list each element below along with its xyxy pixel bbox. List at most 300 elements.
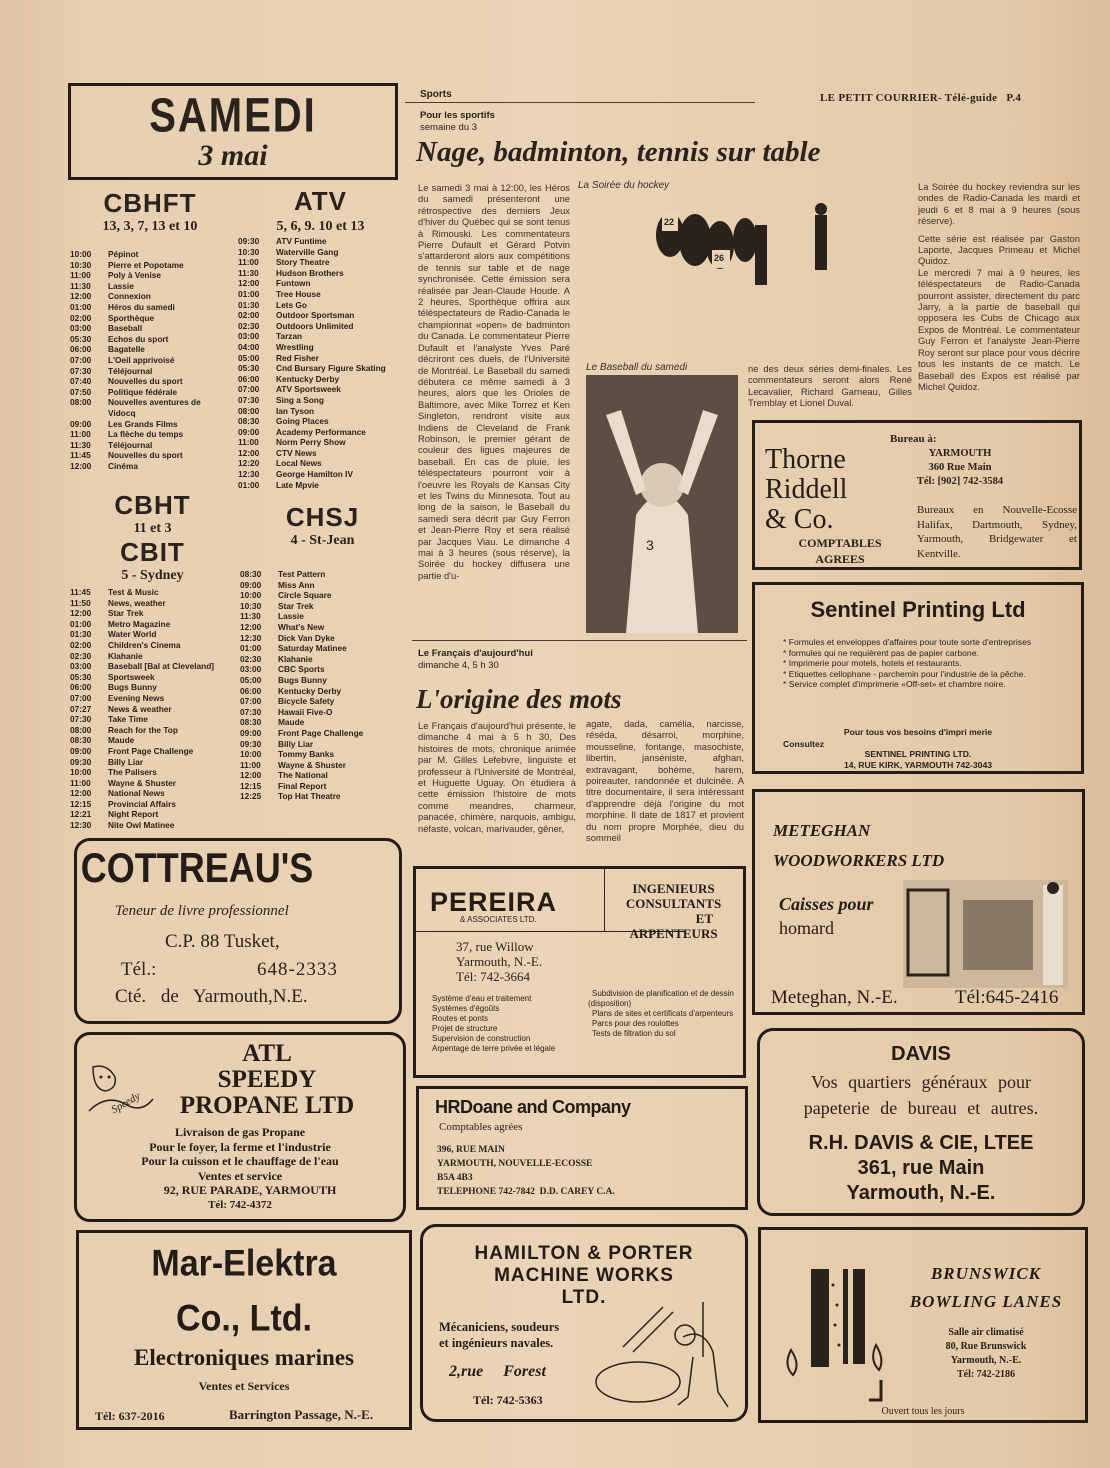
listing-time: 01:30 <box>238 299 260 310</box>
ad-brunswick-bowling <box>758 1227 1088 1423</box>
ad-place: Meteghan, N.-E. <box>771 987 898 1008</box>
listing-program: Norm Perry Show <box>276 437 346 448</box>
listing-row <box>238 257 403 268</box>
listing-program: Ian Tyson <box>276 405 315 416</box>
listing-row <box>240 707 405 718</box>
service-item: Subdivision de planification et de dessin (disposition) <box>588 989 734 1008</box>
phone: Tél: 742-4372 <box>208 1198 272 1211</box>
ad-services-title <box>616 881 731 941</box>
brand-line: BOWLING LANES <box>909 1292 1063 1311</box>
listing-time: 12:00 <box>70 788 92 799</box>
tagline-line: papeterie de bureau et autres. <box>803 1098 1039 1118</box>
ad-hours: Ouvert tous les jours <box>881 1406 965 1417</box>
listing-program: Metro Magazine <box>108 618 171 629</box>
listing-row <box>70 419 230 430</box>
channel-atv <box>238 186 403 490</box>
brand-line: WOODWORKERS LTD <box>773 851 945 870</box>
channel-name: ATV <box>293 186 348 216</box>
listing-program: Les Grands Films <box>108 418 178 429</box>
ad-phone: 648-2333 <box>257 959 338 980</box>
article-kicker <box>420 110 495 134</box>
listing-row <box>70 629 235 640</box>
article-column-3 <box>918 181 1080 392</box>
listing-program: Billy Liar <box>278 738 314 749</box>
ad-consultez: Consultez <box>783 739 825 749</box>
listing-row <box>240 569 405 580</box>
listing-time: 11:30 <box>70 280 91 291</box>
listing-program: CTV News <box>276 447 317 458</box>
listing-row <box>70 725 235 736</box>
listing-program: La flèche du temps <box>108 429 184 440</box>
article-kicker <box>418 648 533 672</box>
kicker-title: Le Français d'aujourd'hui <box>418 648 533 659</box>
listing-time: 10:00 <box>70 767 92 778</box>
listing-time: 05:30 <box>70 671 92 682</box>
detail-line: Salle air climatisé <box>948 1327 1024 1338</box>
listing-time: 08:30 <box>70 735 92 746</box>
listing-row <box>240 633 405 644</box>
listing-row <box>70 397 230 418</box>
section-divider <box>405 102 755 103</box>
ad-tagline <box>760 1069 1082 1121</box>
detail-line: Mécaniciens, soudeurs <box>439 1320 560 1334</box>
listing-time: 11:45 <box>70 587 91 597</box>
listing-time: 04:00 <box>238 341 260 352</box>
phone: TELEPHONE 742-7842 <box>437 1187 535 1197</box>
ad-bureau-label: Bureau à: <box>890 433 937 445</box>
listing-row <box>238 480 403 491</box>
listing-row <box>70 376 230 387</box>
listing-time: 05:30 <box>70 333 92 344</box>
listing-row <box>70 387 230 398</box>
listing-program: Klahanie <box>108 650 143 661</box>
listing-time: 08:30 <box>240 717 262 728</box>
listing-time: 11:00 <box>70 429 91 440</box>
svg-text:26: 26 <box>714 253 725 263</box>
service-item: Plans de sites et certificats d'arpenteurs <box>592 1009 734 1018</box>
ad-details <box>77 1125 403 1212</box>
listing-program: Téléjournal <box>108 439 153 450</box>
listing-row <box>70 355 230 366</box>
detail-line: Pour le foyer, la ferme et l'industrie <box>149 1139 331 1154</box>
listing-row <box>70 661 235 672</box>
listing-program: Pépinot <box>108 249 139 259</box>
paragraph: Le mercredi 7 mai à 9 heures, les téléspectateurs de Radio-Canada pourront assister, directement du parc Jarry, à la partie de baseball qui opposera les Cubs de Chicago aux Expos de Montréal. Le commentateur Guy Ferron et l'analyste Jean-Pierre Roy seront sur place pour vous décrire tous les instants de ce match. Le Baseball des Expos est réalisé par Michel Quidoz. <box>918 266 1080 392</box>
brand-line: HAMILTON & PORTER <box>474 1243 694 1264</box>
listing-time: 11:45 <box>70 450 91 461</box>
listing-program: Nouvelles du sport <box>108 376 183 387</box>
listing-program: Waterville Gang <box>276 246 339 257</box>
listing-row <box>238 395 403 406</box>
hockey-photo <box>640 195 840 315</box>
tagline-line: Vos quartiers généraux pour <box>810 1072 1032 1092</box>
listing-time: 12:15 <box>240 780 262 791</box>
listing-time: 10:00 <box>240 749 262 760</box>
ad-services-left <box>428 994 588 1054</box>
listing-row <box>238 374 403 385</box>
listing-program: Saturday Matinee <box>278 643 347 654</box>
listing-time: 07:30 <box>240 706 262 717</box>
listing-program: Cinéma <box>108 460 138 471</box>
listing-row <box>238 278 403 289</box>
listing-time: 06:00 <box>240 685 262 696</box>
title-line: INGENIEURS <box>632 881 715 896</box>
listing-program: Bagatelle <box>108 344 145 355</box>
service-item: Arpentage de terre privée et légale <box>432 1044 556 1053</box>
listing-row <box>240 590 405 601</box>
ad-sentinel-printing <box>752 582 1084 774</box>
paragraph: Cette série est réalisée par Gaston Laporte, Jacques Primeau et Michel Quidoz. <box>918 232 1080 267</box>
listing-row <box>70 714 235 725</box>
listing-program: Nouvelles aventures de Vidocq <box>108 397 201 418</box>
ad-mar-elektra <box>76 1230 412 1430</box>
kicker-subtitle: semaine du 3 <box>420 122 478 133</box>
listing-time: 11:00 <box>70 777 91 788</box>
listing-time: 12:00 <box>240 770 262 781</box>
ad-phone-label: Tél.: <box>121 959 157 980</box>
listing-time: 07:40 <box>70 376 92 387</box>
listing-program: National News <box>108 788 165 799</box>
listing-time: 01:30 <box>70 629 92 640</box>
service-item: Tests de filtration du sol <box>592 1029 676 1038</box>
detail-line: Livraison de gas Propane <box>174 1125 306 1139</box>
ad-brand: DAVIS <box>891 1043 951 1065</box>
listing-program: Lassie <box>278 611 304 622</box>
service-item: * Imprimerie pour motels, hotels et restaurants. <box>783 658 962 669</box>
detail-line: Ventes et service <box>197 1168 283 1183</box>
listing-row <box>70 767 235 778</box>
listing-program: Maude <box>108 735 135 746</box>
listing-time: 07:30 <box>238 394 260 405</box>
brand-line: Thorne <box>765 444 846 475</box>
listing-time: 11:00 <box>70 270 91 281</box>
listing-time: 06:00 <box>70 344 92 355</box>
listing-program: Poly à Venise <box>108 270 162 281</box>
listing-time: 07:00 <box>70 354 92 365</box>
channel-cbhft <box>70 188 230 471</box>
brand-line: Co., Ltd. <box>176 1297 312 1340</box>
listing-row <box>70 249 230 260</box>
service-item: * formules qui ne requièrent pas de papier carbone. <box>783 647 979 658</box>
listing-program: Echos du sport <box>108 333 169 344</box>
listing-row <box>70 640 235 651</box>
listing-row <box>70 651 235 662</box>
listing-program: Wayne & Shuster <box>108 777 176 788</box>
listing-program: Bicycle Safety <box>278 696 335 707</box>
listing-time: 12:00 <box>70 460 92 471</box>
listing-time: 02:00 <box>70 312 92 323</box>
listing-program: Miss Ann <box>278 579 315 590</box>
listing-program: Water World <box>108 629 157 640</box>
divider <box>604 869 605 931</box>
listing-row <box>70 598 235 609</box>
ad-contact <box>755 749 1081 771</box>
ad-place: Cté. de Yarmouth,N.E. <box>115 986 308 1007</box>
listing-program: L'Oeil apprivoisé <box>108 354 175 365</box>
listing-program: Take Time <box>108 714 148 725</box>
listing-program: Tree House <box>276 288 321 299</box>
listing-row <box>70 809 235 820</box>
listing-time: 05:30 <box>238 363 260 374</box>
listing-row <box>70 704 235 715</box>
logo-text: Speedy <box>109 1090 143 1117</box>
ad-brand <box>773 816 944 876</box>
listing-row <box>70 746 235 757</box>
listing-time: 08:00 <box>238 405 260 416</box>
listing-time: 05:00 <box>240 674 262 685</box>
listing-row <box>70 608 235 619</box>
listing-row <box>70 461 230 472</box>
ad-tagline: Comptables agrées <box>439 1121 523 1133</box>
listing-table <box>238 236 403 490</box>
brand-line: SPEEDY <box>217 1066 317 1093</box>
welder-illustration-icon <box>593 1297 743 1417</box>
listing-row <box>238 416 403 427</box>
listing-time: 12:00 <box>238 278 260 289</box>
listing-time: 11:00 <box>238 437 259 448</box>
listing-program: Politique fédérale <box>108 386 178 397</box>
service-item: Routes et ponts <box>432 1014 489 1023</box>
listing-program: Red Fisher <box>276 352 319 363</box>
listing-time: 05:00 <box>238 352 260 363</box>
listing-row <box>70 440 230 451</box>
ad-address <box>456 939 542 984</box>
listing-program: Wrestling <box>276 341 314 352</box>
ad-address: 2,rue Forest <box>449 1363 546 1380</box>
listing-row <box>70 270 230 281</box>
channel-numbers: 11 et 3 <box>133 521 172 536</box>
listing-time: 01:00 <box>70 618 92 629</box>
listing-time: 12:00 <box>70 608 92 619</box>
service-item: Système d'eau et traitement <box>432 994 532 1003</box>
listing-program: Klahanie <box>278 653 313 664</box>
listing-row <box>238 289 403 300</box>
listing-time: 09:00 <box>238 426 260 437</box>
detail-line: 80, Rue Brunswick <box>945 1341 1027 1352</box>
contact: D.D. CAREY C.A. <box>539 1187 615 1197</box>
svg-text:22: 22 <box>664 217 675 227</box>
listing-time: 03:00 <box>238 331 260 342</box>
ad-brand: Sentinel Printing Ltd <box>810 597 1026 622</box>
listing-time: 01:00 <box>238 288 260 299</box>
listing-row <box>70 788 235 799</box>
listing-row <box>70 344 230 355</box>
listing-time: 11:30 <box>240 611 261 622</box>
channel-numbers: 5, 6, 9. 10 et 13 <box>276 219 365 234</box>
listing-time: 11:00 <box>240 759 261 770</box>
listing-time: 07:50 <box>70 386 92 397</box>
ad-brand: HRDoane and Company <box>435 1097 631 1117</box>
listing-program: Going Places <box>276 416 329 427</box>
ad-besoins: Pour tous vos besoins d'impri merie <box>843 727 993 737</box>
listing-program: What's New <box>278 621 325 632</box>
listing-program: News & weather <box>108 703 172 714</box>
listing-program: CBC Sports <box>278 664 325 675</box>
listing-table <box>240 569 405 802</box>
listing-program: Late Mpvie <box>276 479 319 490</box>
ad-services-list <box>783 637 1063 690</box>
ad-phone: Tél: 637-2016 <box>95 1409 165 1423</box>
listing-program: Sporthèque <box>108 312 155 323</box>
listing-row <box>70 735 235 746</box>
listing-program: Local News <box>276 458 322 469</box>
listing-row <box>238 427 403 438</box>
listing-row <box>238 448 403 459</box>
listing-time: 06:00 <box>238 373 260 384</box>
listing-row <box>70 313 230 324</box>
listing-time: 07:00 <box>238 384 260 395</box>
listing-time: 02:00 <box>238 310 260 321</box>
listing-time: 09:30 <box>238 236 260 246</box>
city: YARMOUTH, NOUVELLE-ECOSSE <box>437 1159 593 1169</box>
ad-brand <box>765 445 847 535</box>
listing-program: Test Pattern <box>278 569 326 579</box>
listing-program: Provincial Affairs <box>108 798 176 809</box>
listing-time: 11:30 <box>238 267 259 278</box>
listing-program: Sing a Song <box>276 394 324 405</box>
listing-time: 07:00 <box>240 696 262 707</box>
listing-program: Dick Van Dyke <box>278 632 335 643</box>
listing-program: Héros du samedi <box>108 301 175 312</box>
address: 361, rue Main <box>857 1157 985 1179</box>
listing-row <box>70 281 230 292</box>
ad-cottreaus <box>74 838 402 1024</box>
channel-name: CHSJ <box>285 502 360 532</box>
listing-program: Baseball <box>108 323 143 334</box>
listing-program: ATV Funtime <box>276 236 327 246</box>
photo-caption-baseball: Le Baseball du samedi <box>586 362 688 373</box>
channel-numbers-2: 5 - Sydney <box>121 568 184 583</box>
street: 360 Rue Main <box>928 462 992 473</box>
listing-row <box>70 450 230 461</box>
ad-hr-doane <box>416 1086 748 1210</box>
listing-row <box>238 331 403 342</box>
section-label: Sports <box>420 89 452 100</box>
ad-po-box: C.P. 88 Tusket, <box>165 931 280 952</box>
listing-program: Kentucky Derby <box>276 373 340 384</box>
listing-time: 03:00 <box>240 664 262 675</box>
day-title: SAMEDI <box>149 89 317 143</box>
listing-row <box>70 366 230 377</box>
photo-caption-hockey: La Soirée du hockey <box>578 180 670 191</box>
listing-program: The National <box>278 770 328 781</box>
day-title-box <box>68 83 398 180</box>
listing-row <box>240 643 405 654</box>
channel-name-2: CBIT <box>120 537 185 567</box>
svg-text:3: 3 <box>646 537 654 553</box>
listing-program: Front Page Challenge <box>108 745 194 756</box>
listing-program: Story Theatre <box>276 257 330 268</box>
ad-subtitle: Ventes et Services <box>198 1379 290 1393</box>
listing-row <box>70 429 230 440</box>
listing-row <box>238 321 403 332</box>
listing-program: Tommy Banks <box>278 749 335 760</box>
listing-row <box>240 781 405 792</box>
listing-row <box>70 799 235 810</box>
listing-row <box>238 406 403 417</box>
brand-line: Riddell <box>765 474 848 505</box>
article-column-1: Le Français d'aujourd'hui présente, le dimanche 4 mai à 5 h 30, Des histoires de mots, chronique animée par M. Gilles Lefebvre, linguiste et professeur à l'Université de Montréal, et Huguette Uguay. On étudiera à cette émission l'histoire de mots comme meandres, charmeur, panacée, chimère, narquois, ambigu, néfaste, volcan, marivauder, gêner, <box>418 720 576 834</box>
listing-time: 02:30 <box>70 650 92 661</box>
listing-table <box>70 587 235 831</box>
listing-program: Front Page Challenge <box>278 727 364 738</box>
listing-row <box>240 717 405 728</box>
listing-time: 09:30 <box>240 738 262 749</box>
masthead: LE PETIT COURRIER- Télé-guide <box>820 92 998 104</box>
listing-time: 07:30 <box>70 714 92 725</box>
listing-program: Billy Liar <box>108 756 144 767</box>
listing-time: 12:30 <box>240 632 262 643</box>
listing-time: 12:15 <box>70 798 92 809</box>
listing-program: Star Trek <box>278 600 314 611</box>
day-date: 3 mai <box>198 139 268 172</box>
title-line: ARPENTEURS <box>629 926 718 941</box>
listing-program: Star Trek <box>108 608 144 619</box>
listing-program: Night Report <box>108 809 159 820</box>
listing-time: 02:00 <box>70 639 92 650</box>
phone: Tél: 742-2186 <box>956 1369 1016 1380</box>
listing-row <box>240 728 405 739</box>
listing-time: 09:30 <box>70 756 92 767</box>
listing-program: Baseball [Bal at Cleveland] <box>108 661 215 672</box>
listing-row <box>240 675 405 686</box>
detail-line: Pour la cuisson et le chauffage de l'eau <box>141 1154 339 1168</box>
ad-phone: Tél:645-2416 <box>955 987 1059 1008</box>
listing-time: 12:00 <box>240 621 262 632</box>
ad-address <box>905 447 1015 489</box>
tagline-line: COMPTABLES <box>798 536 882 550</box>
listing-program: Final Report <box>278 780 327 791</box>
listing-row <box>240 791 405 802</box>
address: 14, RUE KIRK, YARMOUTH 742-3043 <box>843 760 993 770</box>
tagline-line: Caisses pour <box>779 894 874 914</box>
listing-row <box>238 384 403 395</box>
ad-services-right <box>588 989 743 1039</box>
page-header <box>820 92 1021 104</box>
channel-name: CBHT <box>114 490 191 520</box>
listing-row <box>240 664 405 675</box>
listing-time: 03:00 <box>70 323 92 334</box>
listing-program: Hudson Brothers <box>276 267 344 278</box>
listing-program: George Hamilton IV <box>276 469 353 480</box>
brand-line: LTD. <box>561 1287 607 1308</box>
listing-time: 12:00 <box>238 447 260 458</box>
service-item: Parcs pour des roulottes <box>592 1019 679 1028</box>
listing-row <box>238 353 403 364</box>
listing-program: Hawaii Five-O <box>278 706 333 717</box>
channel-numbers: 13, 3, 7, 13 et 10 <box>102 219 198 234</box>
article-column-2: ne des deux séries demi-finales. Les commentateurs seront alors René Lecavalier, Richard Garneau, Gilles Tremblay et Lionel Duval. <box>748 363 912 409</box>
listing-program: Kentucky Derby <box>278 685 342 696</box>
listing-time: 07:27 <box>70 703 92 714</box>
service-item: Projet de structure <box>432 1024 498 1033</box>
listing-program: Test & Music <box>108 587 159 597</box>
listing-program: The Palisers <box>108 767 157 778</box>
brand-line: BRUNSWICK <box>930 1264 1042 1283</box>
listing-time: 08:30 <box>240 569 262 579</box>
ad-brand-sub: & ASSOCIATES LTD. <box>460 915 537 924</box>
service-item: Supervision de construction <box>432 1034 531 1043</box>
ad-atl-speedy-propane <box>74 1032 406 1222</box>
listing-program: Bugs Bunny <box>278 674 327 685</box>
listing-program: Téléjournal <box>108 365 153 376</box>
listing-time: 10:00 <box>70 249 92 259</box>
kicker-title: Pour les sportifs <box>420 110 495 121</box>
street: 396, RUE MAIN <box>437 1145 505 1155</box>
section-divider <box>412 640 747 641</box>
baseball-photo <box>586 375 738 633</box>
detail-line: Yarmouth, N.-E. <box>950 1355 1022 1366</box>
